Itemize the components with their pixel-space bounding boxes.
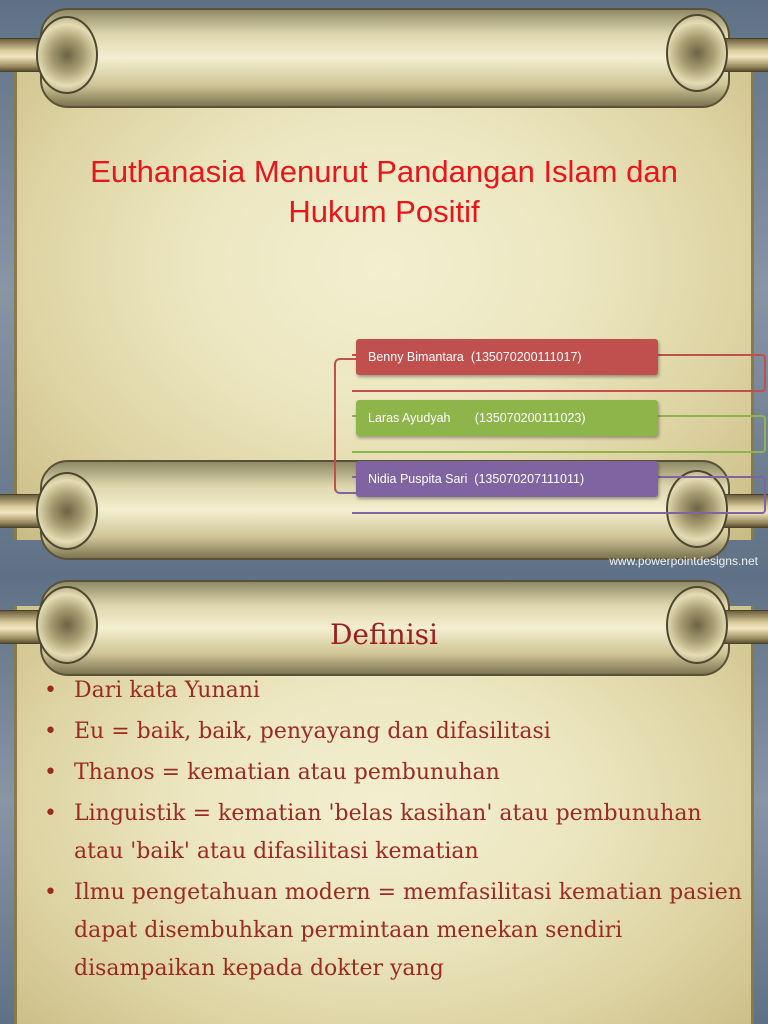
- list-item: • Dari kata Yunani: [44, 672, 744, 710]
- list-item: • Linguistik = kematian 'belas kasihan' atau pembunuhan atau 'baik' atau difasilitasi kematian: [44, 795, 744, 871]
- list-item: • Thanos = kematian atau pembunuhan: [44, 754, 744, 792]
- list-item: • Eu = baik, baik, penyayang dan difasilitasi: [44, 713, 744, 751]
- definition-list: [44, 672, 744, 991]
- slide-heading: Definisi: [329, 618, 438, 651]
- member-card-2: Laras Ayudyah (135070200111023): [356, 400, 658, 436]
- presentation-title: Euthanasia Menurut Pandangan Islam dan Hukum Positif: [90, 154, 678, 229]
- list-item: • Ilmu pengetahuan modern = memfasilitasi kematian pasien dapat disembuhkan permintaan menekan sendiri disampaikan kepada dokter yang: [44, 874, 744, 988]
- definition-slide: [0, 576, 768, 1024]
- bottom-left-roll-end: [36, 472, 98, 550]
- top-right-roll-end: [666, 14, 728, 92]
- top-scroll-roll: [40, 8, 730, 108]
- website-watermark: www.powerpointdesigns.net: [609, 554, 758, 568]
- member-card-3: Nidia Puspita Sari (135070207111011): [356, 461, 658, 497]
- top-left-roll-end: [36, 16, 98, 94]
- member-card-1: Benny Bimantara (135070200111017): [356, 339, 658, 375]
